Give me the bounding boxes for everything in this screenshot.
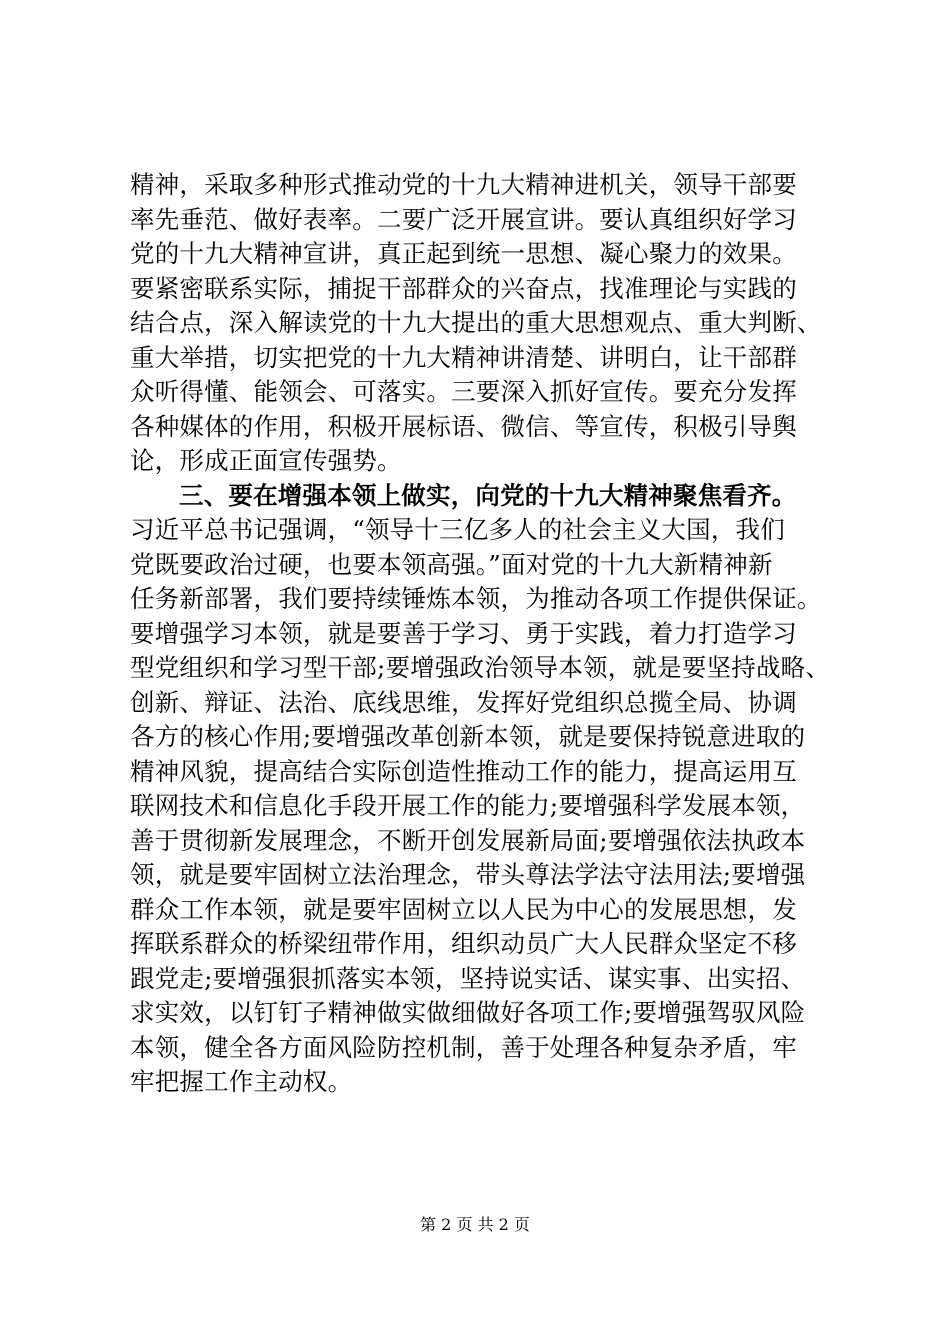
text-line: 各种媒体的作用，积极开展标语、微信、等宣传，积极引导舆 — [130, 411, 797, 441]
text-line: 挥联系群众的桥梁纽带作用，组织动员广大人民群众坚定不移 — [130, 929, 797, 958]
text-line: 重大举措，切实把党的十九大精神讲清楚、讲明白，让干部群 — [130, 342, 797, 372]
text-line: 创新、辩证、法治、底线思维，发挥好党组织总揽全局、协调 — [130, 687, 797, 717]
text-line: 众听得懂、能领会、可落实。三要深入抓好宣传。要充分发挥 — [130, 377, 797, 406]
text-line: 要增强学习本领，就是要善于学习、勇于实践，着力打造学习 — [130, 618, 797, 648]
text-line: 党既要政治过硬，也要本领高强。”面对党的十九大新精神新 — [130, 549, 773, 579]
text-line: 党的十九大精神宣讲，真正起到统一思想、凝心聚力的效果。 — [130, 239, 797, 268]
text-line: 联网技术和信息化手段开展工作的能力;要增强科学发展本领， — [130, 791, 806, 820]
text-line: 群众工作本领，就是要牢固树立以人民为中心的发展思想，发 — [130, 894, 797, 924]
text-line: 精神，采取多种形式推动党的十九大精神进机关，领导干部要 — [130, 170, 797, 199]
text-line: 要紧密联系实际，捕捉干部群众的兴奋点，找准理论与实践的 — [130, 273, 797, 303]
text-line: 求实效，以钉钉子精神做实做细做好各项工作;要增强驾驭风险 — [130, 998, 806, 1027]
text-line: 结合点，深入解读党的十九大提出的重大思想观点、重大判断、 — [130, 308, 822, 337]
text-line: 论，形成正面宣传强势。 — [130, 446, 402, 475]
text-line: 率先垂范、做好表率。二要广泛开展宣讲。要认真组织好学习 — [130, 204, 797, 234]
text-line: 型党组织和学习型干部;要增强政治领导本领，就是要坚持战略、 — [130, 653, 831, 682]
text-line: 各方的核心作用;要增强改革创新本领，就是要保持锐意进取的 — [130, 722, 806, 751]
text-line: 牢把握工作主动权。 — [130, 1067, 353, 1096]
text-line: 本领，健全各方面风险防控机制，善于处理各种复杂矛盾，牢 — [130, 1032, 797, 1062]
text-line: 精神风貌，提高结合实际创造性推动工作的能力，提高运用互 — [130, 756, 797, 786]
section-heading: 三、要在增强本领上做实，向党的十九大精神聚焦看齐。 — [179, 480, 797, 510]
text-line: 跟党走;要增强狠抓落实本领，坚持说实话、谋实事、出实招、 — [130, 963, 806, 993]
text-line: 习近平总书记强调，“领导十三亿多人的社会主义大国，我们 — [130, 515, 785, 544]
text-line: 领，就是要牢固树立法治理念，带头尊法学法守法用法;要增强 — [130, 860, 806, 889]
text-line: 任务新部署，我们要持续锤炼本领，为推动各项工作提供保证。 — [130, 584, 822, 613]
text-line: 善于贯彻新发展理念，不断开创发展新局面;要增强依法执政本 — [130, 825, 806, 855]
body-text — [130, 168, 830, 1100]
page-number-footer: 第 2 页 共 2 页 — [420, 1215, 530, 1234]
